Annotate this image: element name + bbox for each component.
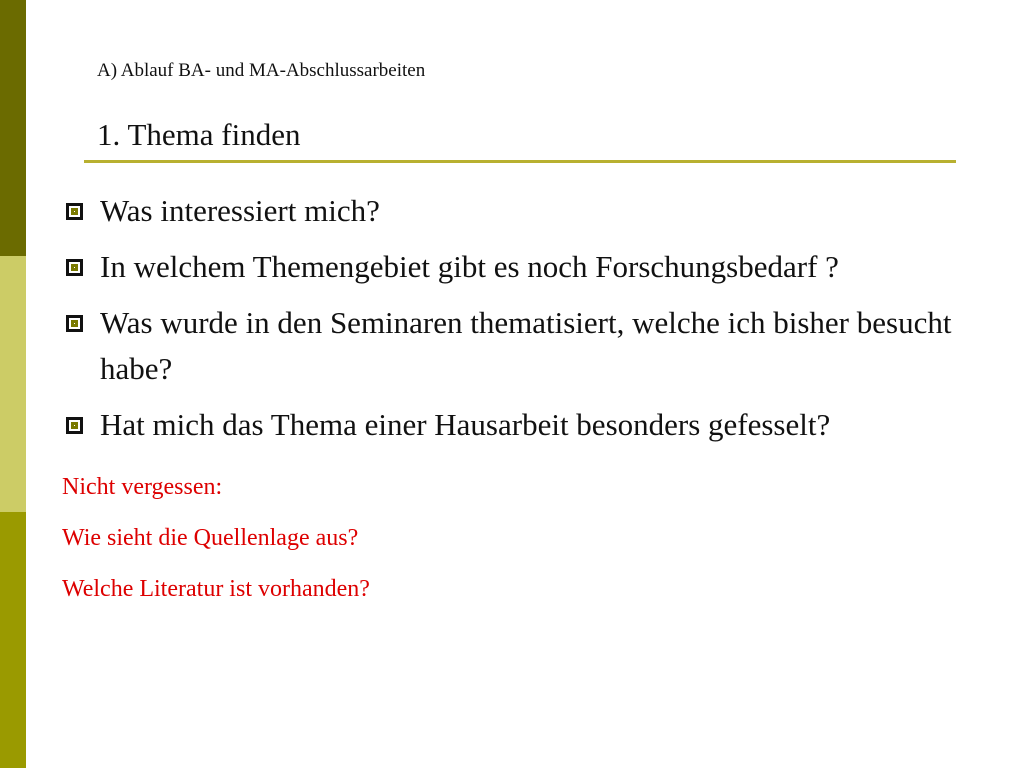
sidebar-block-light (0, 256, 26, 512)
notes-list (62, 462, 370, 615)
slide-subtitle: A) Ablauf BA- und MA-Abschlussarbeiten (97, 60, 426, 81)
title-underline (84, 160, 956, 163)
bullet-item (62, 188, 982, 234)
bullet-item (62, 300, 982, 392)
bullet-text: Was wurde in den Seminaren thematisiert, welche ich bisher besucht habe? (100, 305, 952, 386)
square-bullet-icon (66, 259, 83, 276)
square-bullet-icon (66, 315, 83, 332)
square-bullet-icon (66, 203, 83, 220)
sidebar-block-dark (0, 0, 26, 256)
bullet-list (62, 188, 982, 458)
square-bullet-icon (66, 417, 83, 434)
bullet-item (62, 244, 982, 290)
bullet-text: In welchem Themengebiet gibt es noch Forschungsbedarf ? (100, 249, 839, 284)
bullet-item (62, 402, 982, 448)
sidebar-block-mid (0, 512, 26, 768)
slide-title: 1. Thema finden (97, 117, 301, 152)
note-line: Wie sieht die Quellenlage aus? (62, 525, 359, 551)
note-line: Welche Literatur ist vorhanden? (62, 576, 370, 602)
bullet-text: Hat mich das Thema einer Hausarbeit besonders gefesselt? (100, 407, 831, 442)
bullet-text: Was interessiert mich? (100, 193, 380, 228)
note-heading: Nicht vergessen: (62, 474, 223, 500)
